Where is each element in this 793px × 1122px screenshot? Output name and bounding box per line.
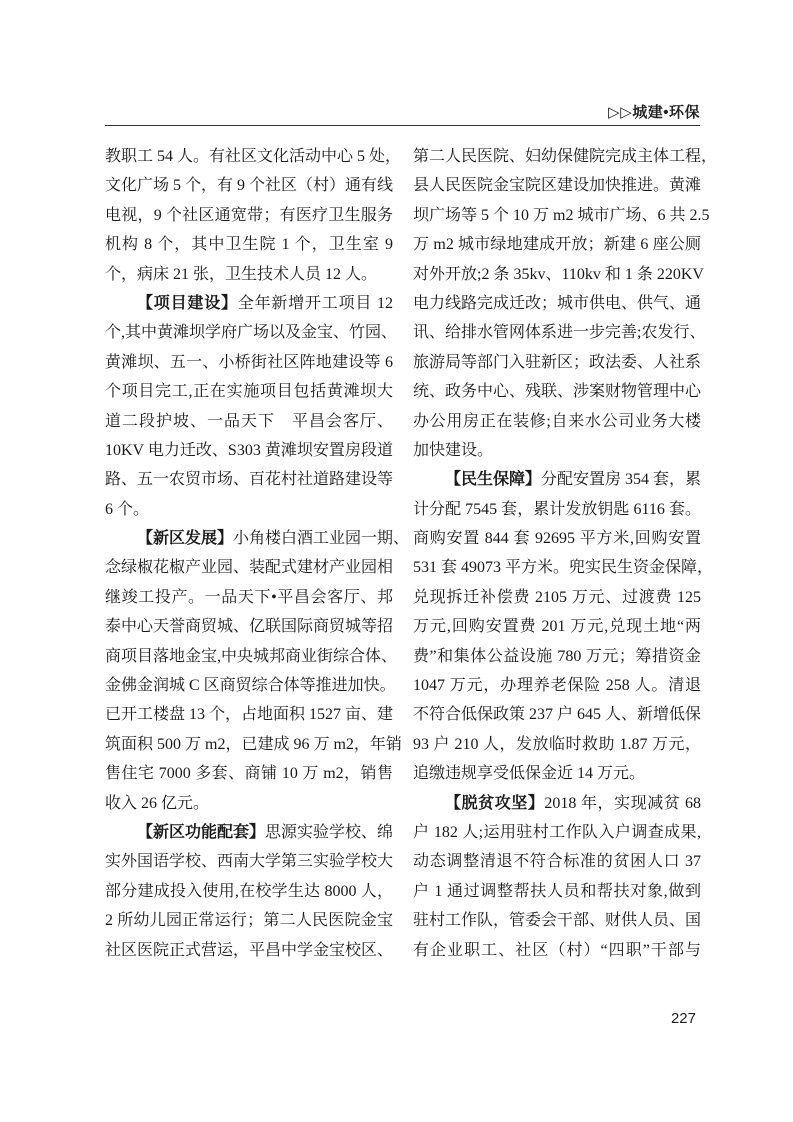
section-heading: 【新区发展】 bbox=[137, 530, 234, 548]
text-line bbox=[413, 201, 710, 230]
text-line bbox=[413, 642, 701, 671]
line-text: 个,其中黄滩坝学府广场以及金宝、竹园、 bbox=[105, 324, 398, 342]
text-line bbox=[105, 789, 393, 818]
text-line bbox=[105, 201, 393, 230]
text-line bbox=[413, 436, 701, 465]
text-line bbox=[413, 553, 714, 582]
text-line bbox=[105, 877, 393, 906]
line-text: 计分配 7545 套，累计发放钥匙 6116 套。 bbox=[413, 500, 701, 518]
text-line bbox=[105, 407, 393, 436]
text-line bbox=[413, 583, 701, 612]
text-line bbox=[413, 318, 706, 347]
text-line bbox=[413, 348, 701, 377]
text-line bbox=[413, 171, 701, 200]
line-text: 1047 万元，办理养老保险 258 人。清退 bbox=[413, 677, 701, 695]
text-line bbox=[105, 583, 393, 612]
line-text: 思源实验学校、绵 bbox=[265, 823, 394, 841]
text-line bbox=[105, 612, 393, 641]
text-line bbox=[105, 465, 393, 494]
text-line bbox=[105, 436, 393, 465]
text-line bbox=[105, 171, 393, 200]
line-text: 社区医院正式营运，平昌中学金宝校区、 bbox=[105, 941, 394, 959]
line-text: 电力线路完成迁改；城市供电、供气、通 bbox=[413, 294, 702, 312]
text-line bbox=[413, 260, 704, 289]
line-text: 办公用房正在装修;自来水公司业务大楼 bbox=[413, 412, 701, 430]
line-text: 商购安置 844 套 92695 平方米,回购安置 bbox=[413, 530, 701, 548]
text-line bbox=[413, 936, 701, 965]
paragraph bbox=[105, 289, 398, 524]
text-line bbox=[105, 759, 393, 788]
text-line bbox=[105, 289, 393, 318]
page-number: 227 bbox=[670, 1010, 696, 1027]
line-text: 机构 8 个，其中卫生院 1 个，卫生室 9 bbox=[105, 236, 393, 254]
line-text: 兑现拆迁补偿费 2105 万元、过渡费 125 bbox=[413, 588, 701, 606]
section-heading: 【新区功能配套】 bbox=[137, 823, 266, 841]
text-line bbox=[105, 377, 393, 406]
text-line bbox=[413, 789, 701, 818]
line-text: 部分建成投入使用,在校学生达 8000 人， bbox=[105, 882, 393, 900]
header-rule bbox=[105, 125, 700, 126]
line-text: 个项目完工,正在实施项目包括黄滩坝大 bbox=[105, 383, 393, 401]
line-text: 筑面积 500 万 m2，已建成 96 万 m2，年销 bbox=[105, 735, 402, 753]
line-text: 户 182 人;运用驻村工作队入户调查成果, bbox=[413, 823, 701, 841]
line-text: 讯、给排水管网体系进一步完善;农发行、 bbox=[413, 324, 706, 342]
line-text: 已开工楼盘 13 个，占地面积 1527 亩、建 bbox=[105, 706, 394, 724]
line-text: 有企业职工、社区（村）“四职”干部与 bbox=[413, 941, 701, 959]
paragraph bbox=[105, 818, 393, 965]
text-line bbox=[413, 524, 701, 553]
line-text: 金佛金润城 C 区商贸综合体等推进加快。 bbox=[105, 677, 396, 695]
line-text: 小角楼白酒工业园一期、 bbox=[233, 530, 410, 548]
line-text: 县人民医院金宝院区建设加快推进。黄滩 bbox=[413, 177, 702, 195]
text-line bbox=[413, 671, 701, 700]
line-text: 实外国语学校、西南大学第三实验学校大 bbox=[105, 853, 394, 871]
line-text: 6 个。 bbox=[105, 500, 150, 518]
line-text: 商项目落地金宝,中央城邦商业街综合体、 bbox=[105, 647, 398, 665]
text-line bbox=[105, 318, 398, 347]
text-line bbox=[413, 759, 701, 788]
line-text: 追缴违规享受低保金近 14 万元。 bbox=[413, 765, 646, 783]
line-text: 对外开放;2 条 35kv、110kv 和 1 条 220KV bbox=[413, 265, 704, 283]
line-text: 黄滩坝、五一、小桥街社区阵地建设等 6 bbox=[105, 353, 393, 371]
line-text: 万 m2 城市绿地建成开放；新建 6 座公厕 bbox=[413, 236, 701, 254]
paragraph bbox=[413, 465, 714, 788]
text-line bbox=[105, 671, 396, 700]
text-line bbox=[413, 495, 701, 524]
text-line bbox=[413, 230, 701, 259]
line-text: 户 1 通过调整帮扶人员和帮扶对象,做到 bbox=[413, 882, 701, 900]
line-text: 万元,回购安置费 201 万元,兑现土地“两 bbox=[413, 618, 701, 636]
text-line bbox=[105, 142, 402, 171]
left-column bbox=[105, 142, 410, 965]
line-text: 路、五一农贸市场、百花村社道路建设等 bbox=[105, 471, 394, 489]
text-line bbox=[413, 377, 701, 406]
text-line bbox=[105, 495, 393, 524]
section-heading: 【民生保障】 bbox=[445, 471, 542, 489]
text-line bbox=[105, 553, 393, 582]
text-line bbox=[105, 524, 410, 553]
text-line bbox=[105, 642, 398, 671]
line-text: 念绿椒花椒产业园、装配式建材产业园相 bbox=[105, 559, 394, 577]
line-text: 电视，9 个社区通宽带；有医疗卫生服务 bbox=[105, 206, 393, 224]
line-text: 收入 26 亿元。 bbox=[105, 794, 210, 812]
line-text: 不符合低保政策 237 户 645 人、新增低保 bbox=[413, 706, 702, 724]
text-line bbox=[105, 730, 402, 759]
text-line bbox=[413, 700, 701, 729]
text-line bbox=[105, 260, 393, 289]
text-line bbox=[413, 877, 701, 906]
line-text: 坝广场等 5 个 10 万 m2 城市广场、6 共 2.5 bbox=[413, 206, 710, 224]
text-line bbox=[413, 407, 701, 436]
line-text: 2018 年，实现减贫 68 bbox=[544, 794, 701, 812]
line-text: 统、政务中心、残联、涉案财物管理中心 bbox=[413, 383, 702, 401]
text-line bbox=[413, 847, 701, 876]
line-text: 93 户 210 人，发放临时救助 1.87 万元， bbox=[413, 735, 701, 753]
line-text: 2 所幼儿园正常运行；第二人民医院金宝 bbox=[105, 912, 393, 930]
text-line bbox=[105, 348, 393, 377]
line-text: 531 套 49073 平方米。兜实民生资金保障， bbox=[413, 559, 714, 577]
line-text: 继竣工投产。一品天下•平昌会客厅、邦 bbox=[105, 588, 393, 606]
running-head-section-title: ▷▷城建•环保 bbox=[608, 104, 700, 121]
text-line bbox=[413, 818, 701, 847]
text-line bbox=[413, 289, 701, 318]
line-text: 售住宅 7000 多套、商铺 10 万 m2，销售 bbox=[105, 765, 393, 783]
line-text: 分配安置房 354 套，累 bbox=[541, 471, 702, 489]
line-text: 第二人民医院、妇幼保健院完成主体工程， bbox=[413, 148, 718, 165]
text-line bbox=[413, 142, 718, 171]
paragraph bbox=[413, 142, 718, 465]
text-line bbox=[413, 612, 701, 641]
line-text: 泰中心天誉商贸城、亿联国际商贸城等招 bbox=[105, 618, 394, 636]
text-line bbox=[105, 936, 393, 965]
line-text: 费”和集体公益设施 780 万元；筹措资金 bbox=[413, 647, 701, 665]
paragraph bbox=[413, 789, 701, 965]
section-heading: 【项目建设】 bbox=[137, 294, 238, 312]
line-text: 全年新增开工项目 12 bbox=[237, 294, 393, 312]
right-column bbox=[413, 142, 718, 965]
line-text: 文化广场 5 个，有 9 个社区（村）通有线 bbox=[105, 177, 394, 195]
line-text: 动态调整清退不符合标准的贫困人口 37 bbox=[413, 853, 701, 871]
line-text: 旅游局等部门入驻新区；政法委、人社系 bbox=[413, 353, 702, 371]
paragraph bbox=[105, 524, 410, 818]
text-line bbox=[413, 730, 701, 759]
text-line bbox=[105, 818, 393, 847]
text-line bbox=[105, 847, 393, 876]
text-line bbox=[105, 906, 393, 935]
section-heading: 【脱贫攻坚】 bbox=[445, 794, 545, 812]
text-line bbox=[413, 465, 701, 494]
line-text: 个，病床 21 张，卫生技术人员 12 人。 bbox=[105, 265, 378, 283]
text-line bbox=[105, 230, 393, 259]
text-line bbox=[105, 700, 393, 729]
line-text: 道二段护坡、一品天下 平昌会客厅、 bbox=[105, 412, 393, 430]
paragraph bbox=[105, 142, 402, 289]
line-text: 教职工 54 人。有社区文化活动中心 5 处， bbox=[105, 148, 402, 165]
line-text: 驻村工作队，管委会干部、财供人员、国 bbox=[413, 912, 702, 930]
line-text: 10KV 电力迁改、S303 黄滩坝安置房段道 bbox=[105, 441, 393, 459]
line-text: 加快建设。 bbox=[413, 441, 494, 459]
text-line bbox=[413, 906, 701, 935]
